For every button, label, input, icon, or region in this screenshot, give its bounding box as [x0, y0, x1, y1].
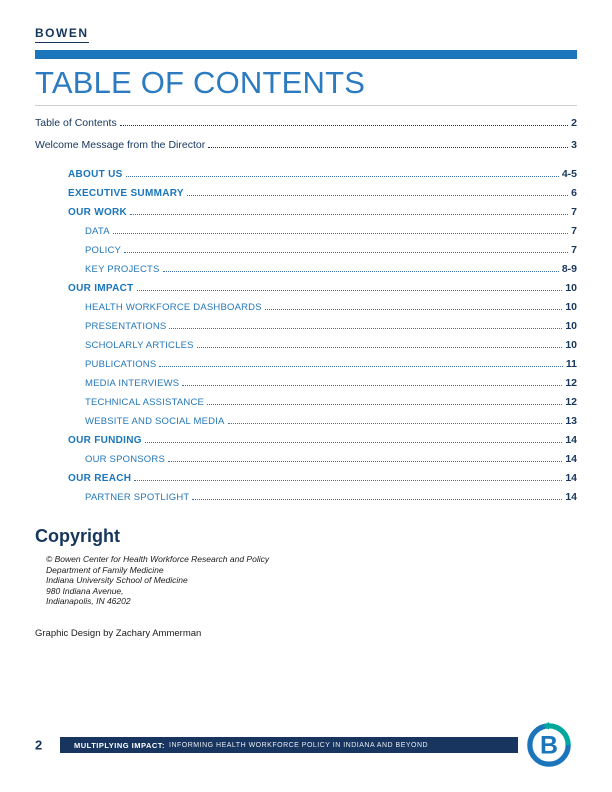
toc-entry[interactable] [35, 225, 577, 244]
toc-entry-label: DATA [85, 226, 110, 237]
dot-leader [126, 176, 559, 177]
footer-bar [60, 737, 518, 753]
toc-entry-label: Table of Contents [35, 117, 117, 129]
toc-entry[interactable] [35, 139, 577, 161]
toc-entry-label: POLICY [85, 245, 122, 256]
dot-leader [113, 233, 568, 234]
svg-text:B: B [540, 731, 558, 760]
toc-entry[interactable] [35, 263, 577, 282]
toc-entry-page: 11 [565, 358, 577, 370]
toc-entry[interactable] [35, 453, 577, 472]
toc-entry-page: 12 [565, 377, 577, 389]
dot-leader [187, 195, 568, 196]
toc-list [0, 106, 612, 510]
toc-entry-label: OUR WORK [68, 207, 128, 218]
dot-leader [208, 147, 568, 148]
toc-entry-label: TECHNICAL ASSISTANCE [85, 397, 205, 408]
toc-entry-label: SCHOLARLY ARTICLES [85, 340, 194, 351]
toc-entry-page: 10 [565, 320, 577, 332]
page-footer [0, 722, 612, 768]
bowen-logo-text: BOWEN [35, 26, 89, 43]
toc-entry-label: ABOUT US [68, 169, 123, 180]
toc-entry-label: KEY PROJECTS [85, 264, 160, 275]
toc-entry[interactable] [35, 117, 577, 139]
toc-entry-page: 12 [565, 396, 577, 408]
toc-entry[interactable] [35, 168, 577, 187]
copyright-line: Indiana University School of Medicine [46, 575, 188, 585]
toc-entry[interactable] [35, 301, 577, 320]
toc-entry[interactable] [35, 377, 577, 396]
toc-entry-page: 3 [571, 139, 577, 151]
design-credit: Graphic Design by Zachary Ammerman [35, 627, 202, 639]
copyright-line: Indianapolis, IN 46202 [46, 596, 131, 606]
toc-entry[interactable] [35, 415, 577, 434]
dot-leader [137, 290, 563, 291]
toc-entry-page: 10 [565, 339, 577, 351]
toc-entry[interactable] [35, 472, 577, 491]
toc-entry[interactable] [35, 339, 577, 358]
toc-entry-page: 4-5 [561, 168, 577, 180]
toc-entry[interactable] [35, 434, 577, 453]
toc-entry-label: PARTNER SPOTLIGHT [85, 492, 190, 503]
toc-entry[interactable] [35, 206, 577, 225]
dot-leader [265, 309, 563, 310]
toc-entry[interactable] [35, 320, 577, 339]
toc-entry-page: 14 [565, 472, 577, 484]
footer-page-number: 2 [35, 737, 43, 753]
toc-entry-page: 6 [571, 187, 577, 199]
toc-entry-label: OUR REACH [68, 473, 132, 484]
header-accent-bar [35, 50, 577, 59]
dot-leader [120, 125, 568, 126]
dot-leader [168, 461, 562, 462]
toc-entry-label: OUR SPONSORS [85, 454, 165, 465]
dot-leader [130, 214, 568, 215]
copyright-line: 980 Indiana Avenue, [46, 585, 124, 596]
toc-entry[interactable] [35, 358, 577, 377]
toc-entry-page: 7 [571, 206, 577, 218]
toc-entry-page: 2 [571, 117, 577, 129]
toc-entry-page: 8-9 [561, 263, 577, 275]
toc-entry[interactable] [35, 282, 577, 301]
dot-leader [163, 271, 559, 272]
dot-leader [159, 366, 563, 367]
dot-leader [169, 328, 562, 329]
page-header [0, 0, 612, 106]
toc-entry-page: 14 [565, 491, 577, 503]
toc-entry-label: Welcome Message from the Director [35, 139, 206, 151]
dot-leader [145, 442, 562, 443]
toc-entry-page: 10 [565, 301, 577, 313]
dot-leader [134, 480, 562, 481]
footer-report-subtitle: INFORMING HEALTH WORKFORCE POLICY IN INDIANA AND BEYOND [169, 741, 429, 749]
toc-entry-page: 7 [571, 225, 577, 237]
dot-leader [207, 404, 562, 405]
toc-entry-label: WEBSITE AND SOCIAL MEDIA [85, 416, 225, 427]
dot-leader [197, 347, 563, 348]
toc-entry-page: 7 [571, 244, 577, 256]
toc-entry-label: MEDIA INTERVIEWS [85, 378, 180, 389]
bowen-circle-logo-icon [526, 722, 572, 768]
dot-leader [182, 385, 562, 386]
toc-entry[interactable] [35, 491, 577, 510]
toc-entry-label: EXECUTIVE SUMMARY [68, 188, 184, 199]
toc-entry-label: PUBLICATIONS [85, 359, 157, 370]
toc-entry-label: OUR FUNDING [68, 435, 142, 446]
toc-entry-label: OUR IMPACT [68, 283, 134, 294]
footer-report-title: MULTIPLYING IMPACT: [74, 740, 166, 750]
toc-entry-page: 14 [565, 453, 577, 465]
toc-entry-page: 14 [565, 434, 577, 446]
page-title: TABLE OF CONTENTS [35, 65, 366, 100]
toc-entry-label: HEALTH WORKFORCE DASHBOARDS [85, 302, 262, 313]
toc-entry[interactable] [35, 187, 577, 206]
copyright-lines [35, 554, 577, 607]
toc-entry-page: 10 [565, 282, 577, 294]
toc-entry[interactable] [35, 244, 577, 263]
copyright-line: Department of Family Medicine [46, 564, 164, 575]
toc-entry-label: PRESENTATIONS [85, 321, 167, 332]
copyright-heading: Copyright [35, 526, 120, 546]
copyright-section [0, 510, 612, 639]
copyright-line: © Bowen Center for Health Workforce Research and Policy [46, 554, 270, 564]
dot-leader [228, 423, 563, 424]
dot-leader [192, 499, 562, 500]
toc-entry[interactable] [35, 396, 577, 415]
toc-entry-page: 13 [565, 415, 577, 427]
dot-leader [124, 252, 568, 253]
